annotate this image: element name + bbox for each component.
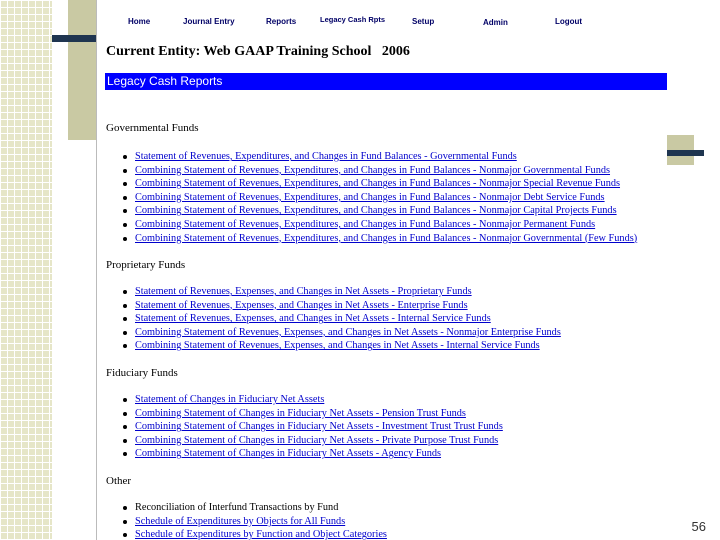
report-link[interactable]: Combining Statement of Changes in Fiduciary Net Assets - Private Purpose Trust Funds (135, 434, 499, 446)
report-link[interactable]: Combining Statement of Revenues, Expenses, and Changes in Net Assets - Internal Service Funds (135, 340, 540, 352)
list-item (117, 299, 561, 313)
nav-home[interactable]: Home (128, 17, 151, 26)
nav-admin[interactable]: Admin (483, 18, 508, 27)
legacy-cash-reports-banner: Legacy Cash Reports (105, 73, 667, 90)
report-link[interactable]: Combining Statement of Revenues, Expenses, and Changes in Net Assets - Nonmajor Enterprise Funds (135, 326, 561, 338)
nav-logout[interactable]: Logout (555, 17, 583, 26)
list-item (117, 407, 503, 421)
section-title-governmental: Governmental Funds (106, 122, 199, 134)
list-item (117, 232, 637, 246)
report-link[interactable]: Combining Statement of Changes in Fiduciary Net Assets - Investment Trust Trust Funds (135, 421, 503, 433)
slide-number: 56 (691, 519, 706, 534)
list-item (117, 515, 387, 529)
list-item (117, 177, 637, 191)
report-link[interactable]: Statement of Revenues, Expenditures, and Changes in Fund Balances - Governmental Funds (135, 151, 517, 162)
nav-journal-entry[interactable]: Journal Entry (183, 17, 235, 26)
list-item (117, 420, 503, 434)
list-item (117, 326, 561, 340)
report-link[interactable]: Combining Statement of Changes in Fiduciary Net Assets - Agency Funds (135, 448, 442, 460)
top-navigation (97, 0, 667, 36)
list-item (117, 501, 387, 515)
list-item (117, 164, 637, 178)
report-link[interactable]: Statement of Revenues, Expenses, and Changes in Net Assets - Internal Service Funds (135, 313, 491, 325)
list-item (117, 285, 561, 299)
list-item (117, 150, 637, 164)
report-link[interactable]: Schedule of Expenditures by Function and Object Categories (135, 529, 387, 540)
proprietary-report-list (117, 285, 561, 353)
report-link[interactable]: Statement of Revenues, Expenses, and Changes in Net Assets - Proprietary Funds (135, 286, 472, 297)
governmental-report-list (117, 150, 637, 245)
list-item (117, 218, 637, 232)
fiduciary-report-list (117, 393, 503, 461)
report-item-text: Reconciliation of Interfund Transactions by Fund (135, 502, 339, 513)
slide-olive-block-left (68, 0, 96, 140)
section-title-other: Other (106, 475, 132, 487)
list-item (117, 393, 503, 407)
report-link[interactable]: Schedule of Expenditures by Objects for All Funds (135, 515, 346, 527)
nav-setup[interactable]: Setup (412, 17, 435, 26)
list-item (117, 528, 387, 540)
report-link[interactable]: Combining Statement of Revenues, Expenditures, and Changes in Fund Balances - Nonmajor Special Revenue Funds (135, 178, 621, 190)
report-link[interactable]: Combining Statement of Revenues, Expenditures, and Changes in Fund Balances - Nonmajor Governmental (Few Funds) (135, 232, 638, 244)
report-link[interactable]: Combining Statement of Revenues, Expenditures, and Changes in Fund Balances - Nonmajor Capital Projects Funds (135, 205, 617, 217)
list-item (117, 339, 561, 353)
slide-navy-bar-left (52, 35, 96, 42)
list-item (117, 191, 637, 205)
browser-page (96, 0, 667, 540)
report-link[interactable]: Combining Statement of Revenues, Expenditures, and Changes in Fund Balances - Nonmajor Permanent Funds (135, 218, 596, 230)
report-link[interactable]: Combining Statement of Revenues, Expenditures, and Changes in Fund Balances - Nonmajor Debt Service Funds (135, 191, 605, 203)
list-item (117, 204, 637, 218)
report-link[interactable]: Combining Statement of Revenues, Expenditures, and Changes in Fund Balances - Nonmajor Governmental Funds (135, 164, 611, 176)
report-link[interactable]: Statement of Revenues, Expenses, and Changes in Net Assets - Enterprise Funds (135, 299, 468, 311)
list-item (117, 312, 561, 326)
section-title-fiduciary: Fiduciary Funds (106, 367, 178, 379)
slide-grid-decoration (0, 0, 52, 540)
list-item (117, 447, 503, 461)
section-title-proprietary: Proprietary Funds (106, 259, 186, 271)
slide-navy-bar-right (666, 150, 704, 156)
list-item (117, 434, 503, 448)
current-entity-heading: Current Entity: Web GAAP Training School 2006 (106, 44, 410, 59)
report-link[interactable]: Combining Statement of Changes in Fiduciary Net Assets - Pension Trust Funds (135, 407, 466, 419)
nav-reports[interactable]: Reports (266, 17, 297, 26)
report-link[interactable]: Statement of Changes in Fiduciary Net Assets (135, 394, 325, 405)
nav-legacy-cash-rpts[interactable]: Legacy Cash Rpts (320, 15, 386, 24)
other-report-list (117, 501, 387, 540)
